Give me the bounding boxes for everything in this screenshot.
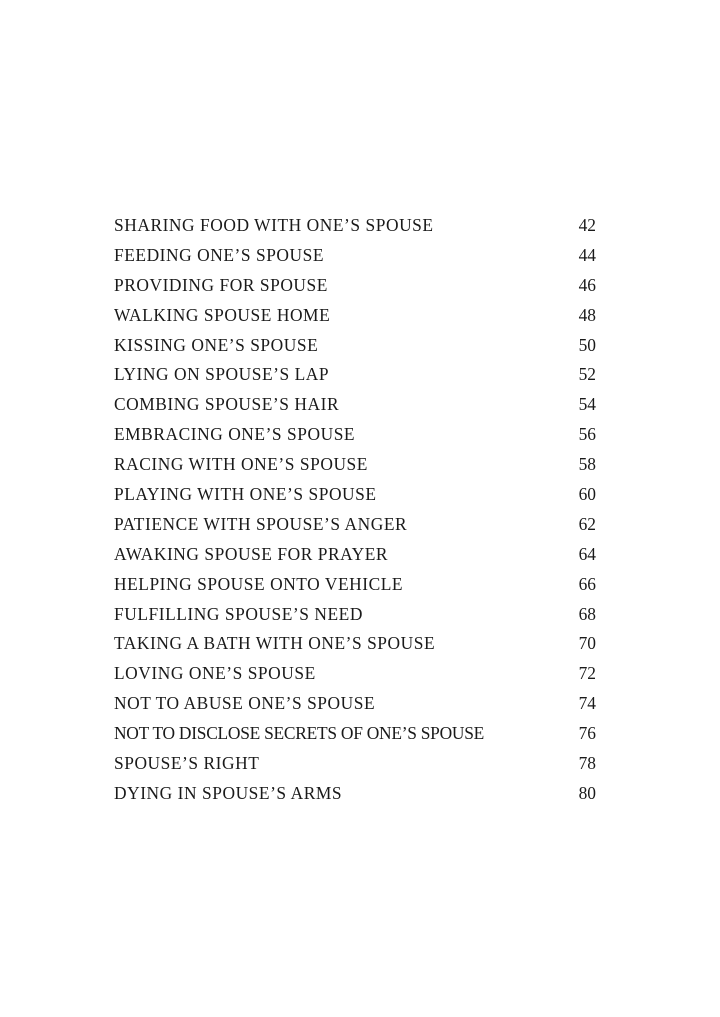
toc-entry-sharing-food: [114, 211, 596, 241]
toc-entry-loving: [114, 659, 596, 689]
toc-entry-helping: [114, 570, 596, 600]
toc-entry-page-number: 44: [578, 244, 596, 265]
toc-entry-page-number: 78: [578, 753, 596, 774]
toc-entry-page-number: 70: [578, 633, 596, 654]
toc-entry-awaking: [114, 540, 596, 570]
toc-entry-patience: [114, 510, 596, 540]
toc-entry-page-number: 50: [578, 334, 596, 355]
toc-entry-not-disclose: [114, 719, 596, 749]
toc-entry-taking-bath: [114, 629, 596, 659]
toc-entry-title: HELPING SPOUSE ONTO VEHICLE: [114, 573, 404, 594]
toc-entry-page-number: 56: [578, 424, 596, 445]
toc-entry-page-number: 48: [578, 304, 596, 325]
toc-entry-title: DYING IN SPOUSE’S ARMS: [114, 782, 343, 803]
toc-entry-embracing: [114, 420, 596, 450]
toc-entry-page-number: 76: [578, 723, 596, 744]
toc-entry-spouses-right: [114, 749, 596, 779]
toc-entry-page-number: 42: [578, 215, 596, 235]
toc-entry-playing: [114, 480, 596, 510]
toc-entry-title: COMBING SPOUSE’S HAIR: [114, 394, 340, 415]
toc-entry-title: WALKING SPOUSE HOME: [114, 304, 331, 325]
toc-entry-title: AWAKING SPOUSE FOR PRAYER: [114, 543, 389, 564]
toc-entry-dying: [114, 779, 596, 809]
toc-entry-fulfilling: [114, 600, 596, 630]
toc-entry-combing-hair: [114, 390, 596, 420]
toc-entry-title: PLAYING WITH ONE’S SPOUSE: [114, 484, 377, 505]
toc-entry-title: FULFILLING SPOUSE’S NEED: [114, 603, 363, 624]
toc-entry-page-number: 68: [578, 603, 596, 624]
toc-entry-title: PROVIDING FOR SPOUSE: [114, 274, 328, 295]
toc-entry-page-number: 80: [578, 782, 596, 803]
table-of-contents: [114, 211, 596, 809]
toc-entry-title: EMBRACING ONE’S SPOUSE: [114, 424, 356, 445]
toc-entry-title: NOT TO DISCLOSE SECRETS OF ONE’S SPOUSE: [114, 723, 485, 744]
toc-entry-page-number: 52: [578, 364, 596, 385]
toc-entry-not-abuse: [114, 689, 596, 719]
toc-entry-title: KISSING ONE’S SPOUSE: [114, 334, 319, 355]
toc-entry-page-number: 46: [578, 274, 596, 295]
toc-entry-title: FEEDING ONE’S SPOUSE: [114, 244, 325, 265]
toc-entry-title: TAKING A BATH WITH ONE’S SPOUSE: [114, 633, 436, 654]
toc-entry-feeding: [114, 241, 596, 271]
toc-entry-page-number: 58: [578, 454, 596, 475]
toc-entry-title: LOVING ONE’S SPOUSE: [114, 663, 316, 684]
toc-entry-title: SHARING FOOD WITH ONE’S SPOUSE: [114, 215, 434, 235]
toc-entry-title: PATIENCE WITH SPOUSE’S ANGER: [114, 513, 408, 534]
toc-entry-racing: [114, 450, 596, 480]
toc-entry-page-number: 74: [578, 693, 596, 714]
toc-entry-kissing: [114, 331, 596, 361]
toc-entry-page-number: 54: [578, 394, 596, 415]
toc-entry-page-number: 64: [578, 543, 596, 564]
toc-entry-title: SPOUSE’S RIGHT: [114, 753, 260, 774]
toc-entry-providing: [114, 271, 596, 301]
toc-entry-page-number: 72: [578, 663, 596, 684]
toc-entry-lying-on-lap: [114, 360, 596, 390]
toc-entry-walking-home: [114, 301, 596, 331]
toc-entry-title: NOT TO ABUSE ONE’S SPOUSE: [114, 693, 376, 714]
toc-entry-page-number: 60: [578, 484, 596, 505]
toc-entry-page-number: 66: [578, 573, 596, 594]
toc-entry-title: RACING WITH ONE’S SPOUSE: [114, 454, 368, 475]
toc-entry-title: LYING ON SPOUSE’S LAP: [114, 364, 330, 385]
toc-entry-page-number: 62: [578, 513, 596, 534]
